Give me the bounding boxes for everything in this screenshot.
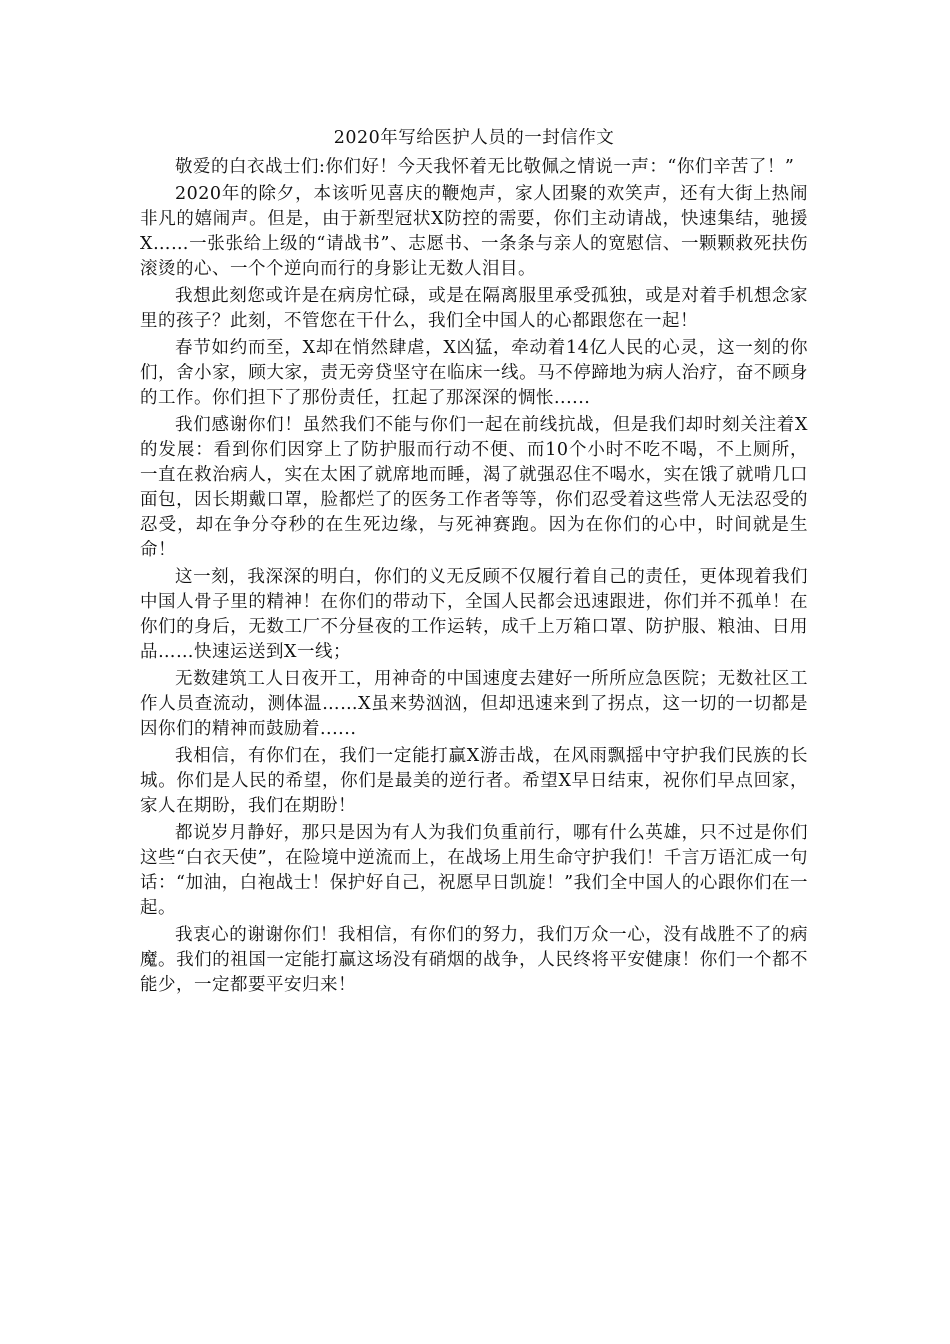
paragraph-new-year-eve: 2020年的除夕，本该听见喜庆的鞭炮声，家人团聚的欢笑声，还有大街上热闹非凡的嬉闹声。但是，由于新型冠状X防控的需要，你们主动请战，快速集结，驰援X……一张张给上级的“请战书”、志愿书、一条条与亲人的宽慰信、一颗颗救死扶伤滚烫的心、一个个逆向而行的身影让无数人泪目。	[140, 184, 808, 279]
paragraph-closing: 我衷心的谢谢你们！我相信，有你们的努力，我们万众一心，没有战胜不了的病魔。我们的祖国一定能打赢这场没有硝烟的战争，人民终将平安健康！你们一个都不能少，一定都要平安归来！	[140, 925, 808, 995]
paragraph-understanding: 这一刻，我深深的明白，你们的义无反顾不仅履行着自己的责任，更体现着我们中国人骨子里的精神！在你们的带动下，全国人民都会迅速跟进，你们并不孤单！在你们的身后，无数工厂不分昼夜的工作运转，成千上万箱口罩、防护服、粮油、日用品……快速运送到X一线；	[140, 567, 808, 662]
paragraph-this-moment: 我想此刻您或许是在病房忙碌，或是在隔离服里承受孤独，或是对着手机想念家里的孩子？此刻，不管您在干什么，我们全中国人的心都跟您在一起！	[140, 286, 808, 331]
paragraph-workers: 无数建筑工人日夜开工，用神奇的中国速度去建好一所所应急医院；无数社区工作人员查流动，测体温……X虽来势汹汹，但却迅速来到了拐点，这一切的一切都是因你们的精神而鼓励着......	[140, 669, 808, 739]
paragraph-heroes: 都说岁月静好，那只是因为有人为我们负重前行，哪有什么英雄，只不过是你们这些“白衣天使”，在险境中逆流而上，在战场上用生命守护我们！千言万语汇成一句话：“加油，白袍战士！保护好自己，祝愿早日凯旋！”我们全中国人的心跟你们在一起。	[140, 823, 808, 918]
paragraph-greeting: 敬爱的白衣战士们:你们好！今天我怀着无比敬佩之情说一声：“你们辛苦了！”	[175, 157, 795, 177]
paragraph-belief: 我相信，有你们在，我们一定能打赢X游击战，在风雨飘摇中守护我们民族的长城。你们是人民的希望，你们是最美的逆行者。希望X早日结束，祝你们早点回家，家人在期盼，我们在期盼！	[140, 746, 808, 816]
document-title: 2020年写给医护人员的一封信作文	[333, 128, 615, 148]
paragraph-thanks: 我们感谢你们！虽然我们不能与你们一起在前线抗战，但是我们却时刻关注着X的发展：看到你们因穿上了防护服而行动不便、而10个小时不吃不喝，不上厕所，一直在救治病人，实在太困了就席地而睡，渴了就强忍住不喝水，实在饿了就啃几口面包，因长期戴口罩，脸都烂了的医务工作者等等，你们忍受着这些常人无法忍受的忍受，却在争分夺秒的在生死边缘，与死神赛跑。因为在你们的心中，时间就是生命！	[140, 415, 808, 560]
paragraph-spring-festival: 春节如约而至，X却在悄然肆虐，X凶猛，牵动着14亿人民的心灵，这一刻的你们，舍小家，顾大家，责无旁贷坚守在临床一线。马不停蹄地为病人治疗，奋不顾身的工作。你们担下了那份责任，扛起了那深深的惆怅......	[140, 338, 808, 408]
document-page	[140, 126, 808, 1000]
